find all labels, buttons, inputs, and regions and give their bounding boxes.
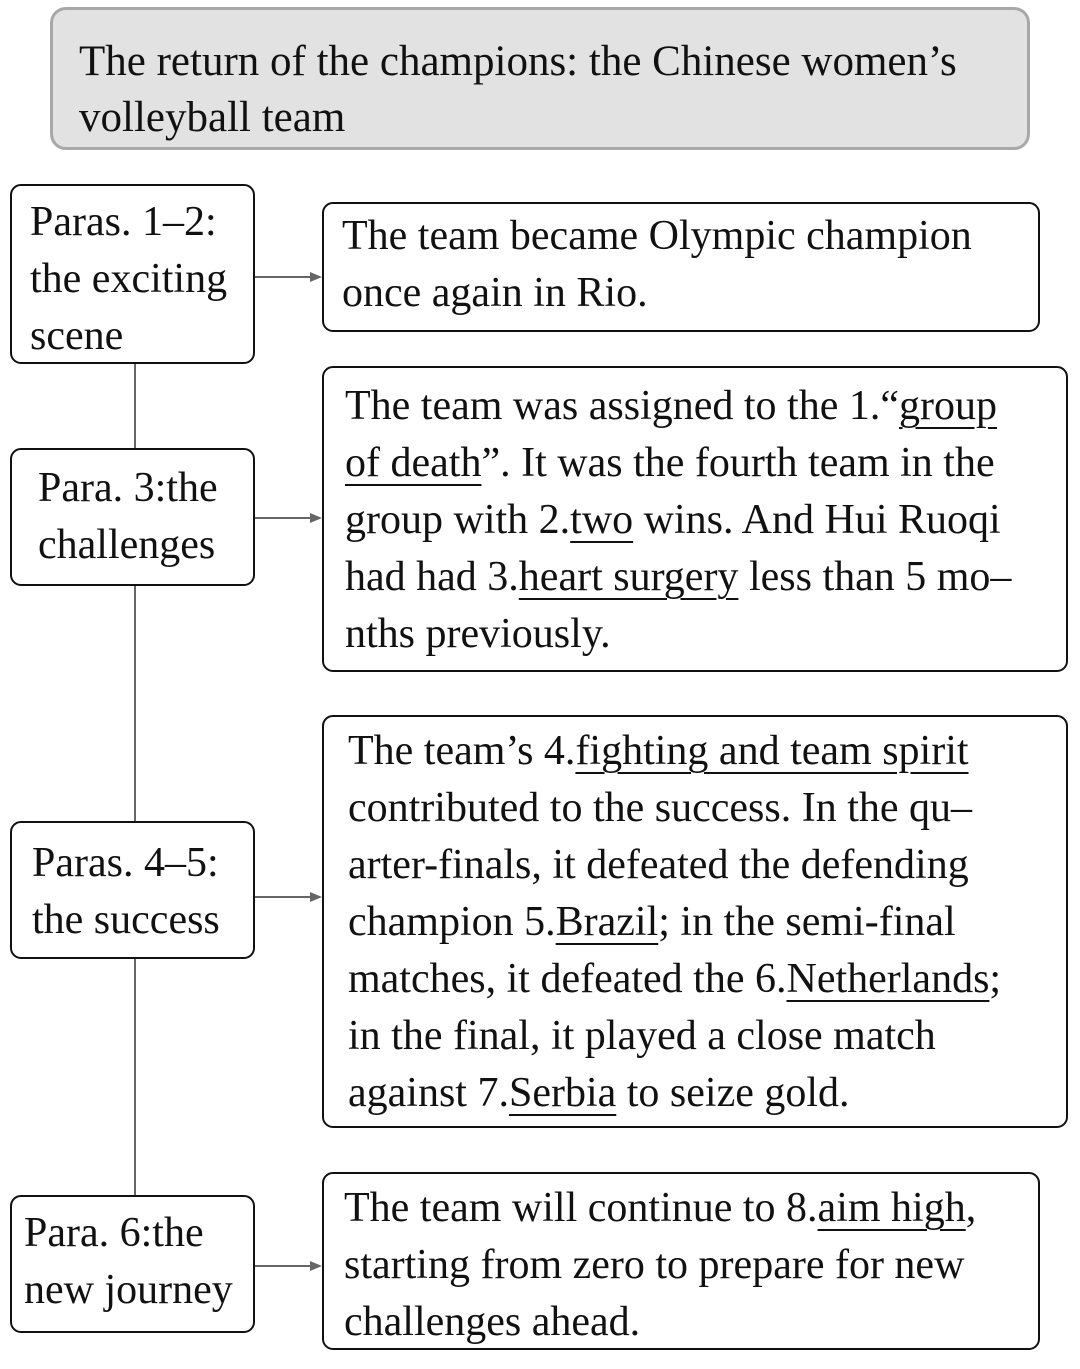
detail-text: to seize gold. xyxy=(616,1070,850,1116)
detail-line xyxy=(348,837,1066,894)
detail-text: starting from zero to prepare for new xyxy=(344,1242,965,1288)
detail-text: , xyxy=(965,1185,977,1231)
detail-text: had had 3. xyxy=(345,554,519,600)
detail-text: matches, it defeated the 6. xyxy=(348,956,787,1002)
detail-text: wins. And Hui Ruoqi xyxy=(633,497,1001,543)
detail-line xyxy=(344,1294,1038,1351)
detail-text: The team will continue to 8. xyxy=(344,1185,818,1231)
answer-blank: aim high xyxy=(817,1185,966,1231)
detail-line xyxy=(342,265,1038,322)
detail-text: less than 5 mo– xyxy=(738,554,1012,600)
detail-text: ”. It was the fourth team in the xyxy=(481,440,995,486)
detail-text: The team became Olympic champion xyxy=(342,213,972,259)
section-label-2: Para. 3:the challenges xyxy=(10,448,255,586)
answer-blank: group xyxy=(899,383,997,429)
detail-text: once again in Rio. xyxy=(342,270,648,316)
detail-line xyxy=(345,378,1066,435)
detail-line xyxy=(345,435,1066,492)
section-detail-3 xyxy=(322,715,1068,1128)
answer-blank: two xyxy=(570,497,634,543)
detail-text: contributed to the success. In the qu– xyxy=(348,785,973,831)
detail-text: arter-finals, it defeated the defending xyxy=(348,842,969,888)
detail-text: ; xyxy=(989,956,1002,1002)
detail-line xyxy=(348,1008,1066,1065)
detail-line xyxy=(348,780,1066,837)
detail-text: nths previously. xyxy=(345,611,611,657)
detail-line xyxy=(348,894,1066,951)
detail-line xyxy=(342,208,1038,265)
answer-blank: heart surgery xyxy=(518,554,739,600)
answer-blank: Serbia xyxy=(508,1070,617,1116)
diagram-title: The return of the champions: the Chinese women’s volleyball team xyxy=(50,7,1030,150)
detail-text: champion 5. xyxy=(348,899,556,945)
arrowhead-3 xyxy=(310,892,322,902)
detail-line xyxy=(345,492,1066,549)
arrowhead-1 xyxy=(310,272,322,282)
detail-line xyxy=(345,606,1066,663)
detail-text: The team was assigned to the 1.“ xyxy=(345,383,899,429)
detail-line xyxy=(348,723,1066,780)
section-label-3: Paras. 4–5: the success xyxy=(10,821,255,959)
detail-text: in the final, it played a close match xyxy=(348,1013,936,1059)
detail-line xyxy=(348,951,1066,1008)
detail-line xyxy=(344,1237,1038,1294)
detail-text: ; in the semi-final xyxy=(658,899,956,945)
detail-text: against 7. xyxy=(348,1070,509,1116)
detail-line xyxy=(345,549,1066,606)
answer-blank: fighting and team spirit xyxy=(575,728,969,774)
detail-text: challenges ahead. xyxy=(344,1299,641,1345)
detail-line xyxy=(348,1065,1066,1122)
section-detail-1 xyxy=(322,202,1040,332)
arrowhead-2 xyxy=(310,513,322,523)
detail-line xyxy=(344,1180,1038,1237)
section-detail-4 xyxy=(322,1172,1040,1350)
section-detail-2 xyxy=(322,366,1068,672)
answer-blank: of death xyxy=(345,440,482,486)
section-label-1: Paras. 1–2: the exciting scene xyxy=(10,184,255,364)
detail-text: group with 2. xyxy=(345,497,571,543)
answer-blank: Brazil xyxy=(555,899,659,945)
detail-text: The team’s 4. xyxy=(348,728,576,774)
answer-blank: Netherlands xyxy=(786,956,990,1002)
section-label-4: Para. 6:the new journey xyxy=(10,1195,255,1333)
arrowhead-4 xyxy=(310,1261,322,1271)
